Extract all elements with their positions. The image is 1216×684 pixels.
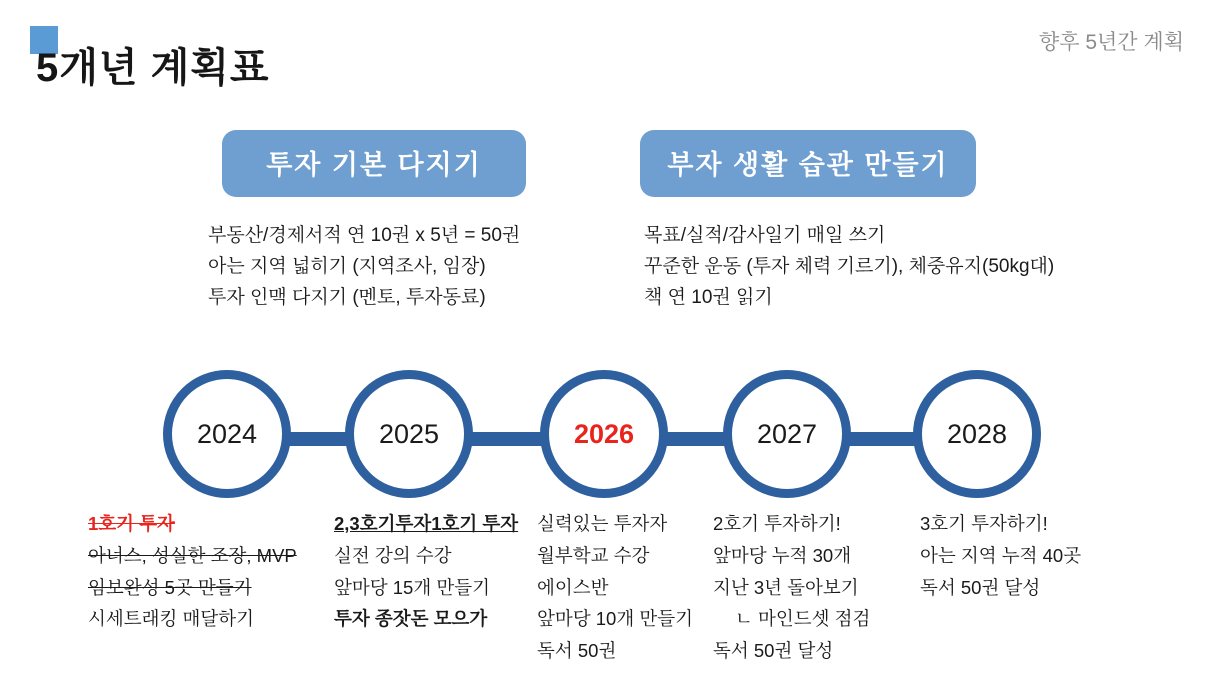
- slide-header: [0, 0, 1216, 110]
- topic-block-investment-basics: [200, 130, 620, 313]
- topic-line-list: [208, 221, 620, 313]
- detail-line: 2,3호기투자1호기 투자: [334, 513, 519, 534]
- topic-line: 책 연 10권 읽기: [644, 286, 773, 308]
- topic-block-rich-habits: [640, 130, 1070, 313]
- topic-line: 부동산/경제서적 연 10권 x 5년 = 50권: [208, 225, 521, 246]
- topic-heading: 투자 기본 다지기: [222, 130, 526, 197]
- detail-line: 실력있는 투자자: [537, 513, 668, 534]
- detail-line: 투자 종잣돈 모으가: [334, 608, 488, 630]
- year-details-2025: [334, 508, 544, 635]
- header-note: 향후 5년간 계획: [1038, 31, 1184, 54]
- detail-line: ㄴ 마인드셋 점검: [735, 608, 871, 630]
- topic-line: 투자 인맥 다지기 (멘토, 투자동료): [208, 286, 486, 308]
- detail-line: 실전 강의 수강: [334, 544, 452, 566]
- detail-line: 독서 50권 달성: [920, 576, 1041, 598]
- detail-line: 시세트래킹 매달하기: [88, 608, 254, 630]
- timeline-node-2027: 2027: [723, 370, 851, 498]
- detail-line: 독서 50권: [537, 640, 617, 662]
- detail-line: 아는 지역 누적 40곳: [920, 544, 1082, 566]
- detail-line: 임보완성 5곳 만들기: [88, 576, 252, 598]
- timeline-node-2028: 2028: [913, 370, 1041, 498]
- detail-line: 3호기 투자하기!: [920, 513, 1048, 534]
- topic-line: 아는 지역 넓히기 (지역조사, 임장): [208, 255, 486, 277]
- detail-line: 앞마당 누적 30개: [713, 544, 852, 566]
- year-details-2027: [713, 508, 913, 667]
- topic-line: 목표/실적/감사일기 매일 쓰기: [644, 225, 886, 246]
- topic-line: 꾸준한 운동 (투자 체력 기르기), 체중유지(50kg대): [644, 255, 1055, 277]
- timeline-node-2025: 2025: [345, 370, 473, 498]
- detail-line: 아너스, 성실한 조장, MVP: [88, 544, 297, 566]
- detail-line: 에이스반: [537, 576, 609, 598]
- topic-line-list: [644, 221, 1070, 313]
- page-title: 5개년 계획표: [36, 46, 270, 90]
- year-details-2028: [920, 508, 1140, 603]
- timeline-node-2024: 2024: [163, 370, 291, 498]
- detail-line: 지난 3년 돌아보기: [713, 576, 859, 598]
- year-details-2026: [537, 508, 727, 667]
- topic-heading: 부자 생활 습관 만들기: [640, 130, 976, 197]
- detail-line: 앞마당 10개 만들기: [537, 608, 693, 630]
- timeline-node-2026: 2026: [540, 370, 668, 498]
- detail-line: 월부학교 수강: [537, 544, 650, 566]
- detail-line: 1호기 투자: [88, 513, 175, 534]
- detail-line: 앞마당 15개 만들기: [334, 576, 490, 598]
- detail-line: 2호기 투자하기!: [713, 513, 841, 534]
- year-details-2024: [88, 508, 338, 635]
- timeline: [0, 370, 1216, 510]
- detail-line: 독서 50권 달성: [713, 640, 834, 662]
